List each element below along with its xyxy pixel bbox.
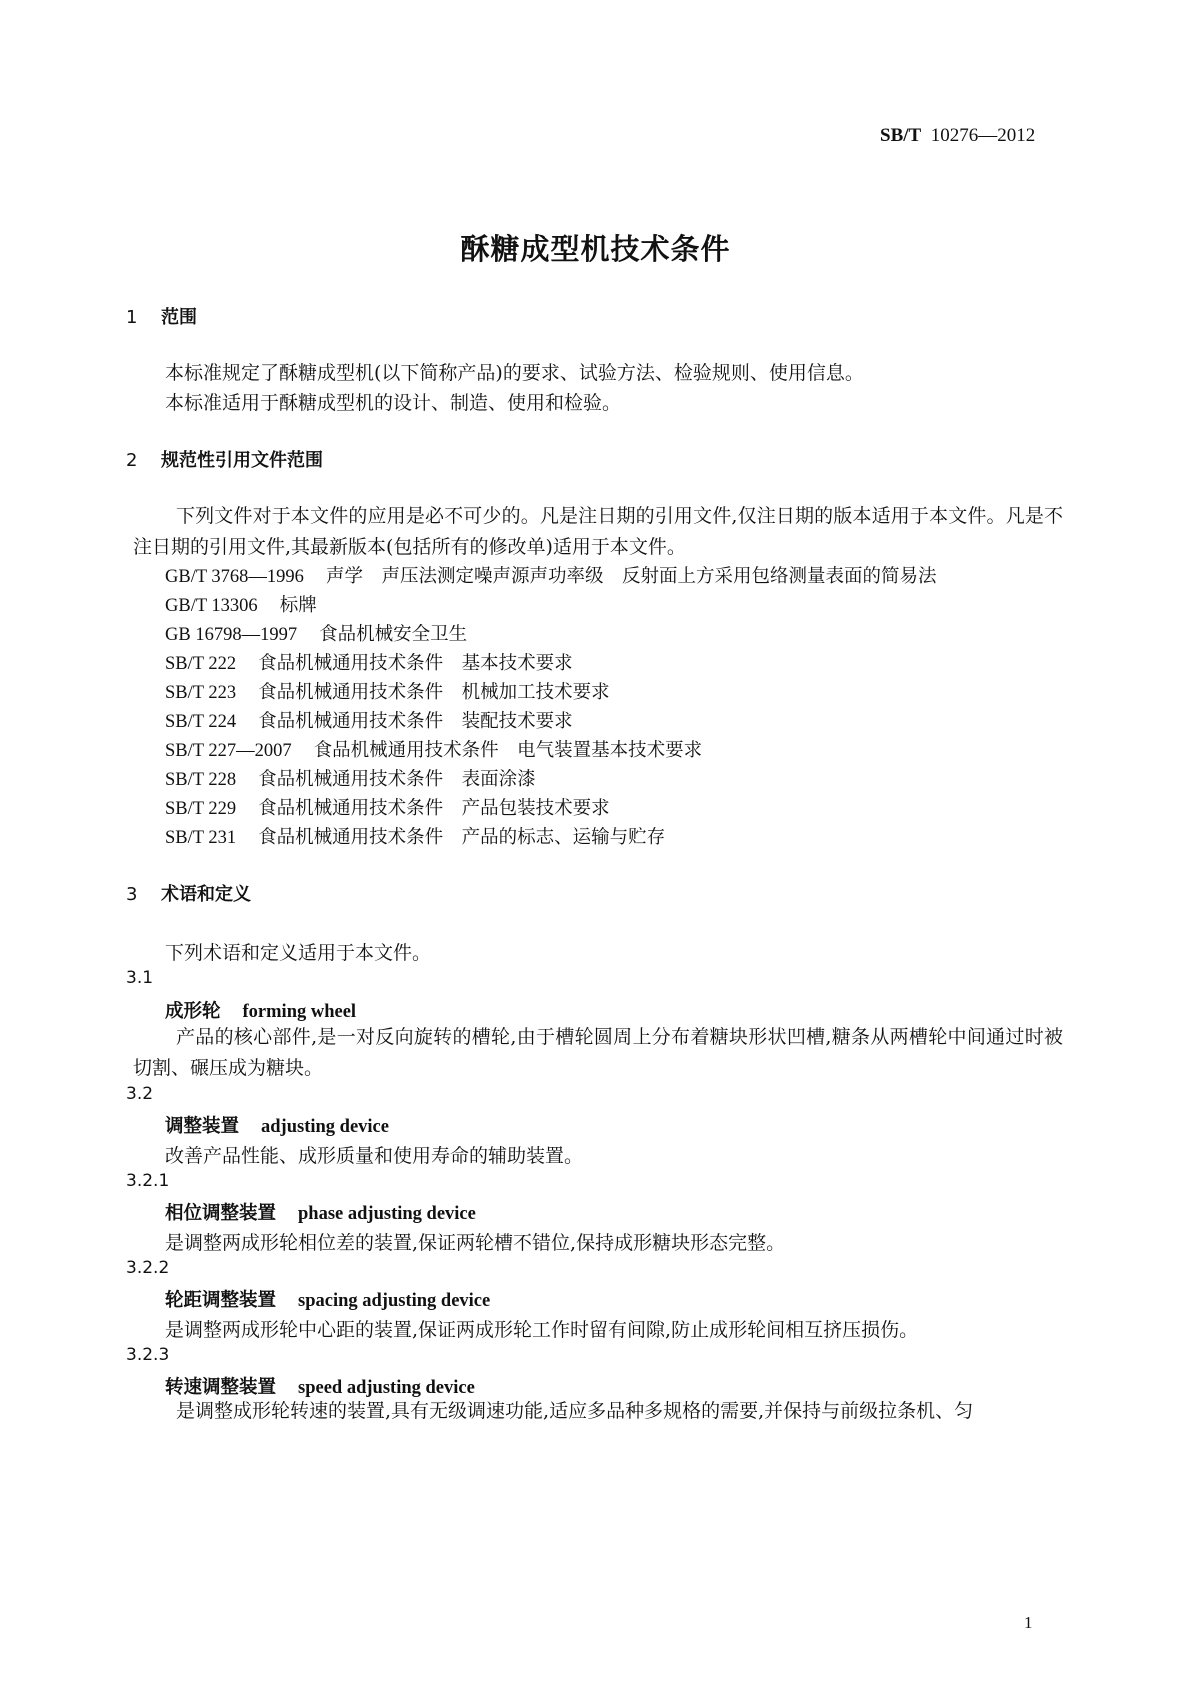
reference-code: SB/T 224 xyxy=(165,712,237,732)
clause-number: 3.2.1 xyxy=(126,1171,170,1191)
reference-code: GB/T 3768—1996 xyxy=(165,567,304,587)
term-en: speed adjusting device xyxy=(298,1378,475,1398)
reference-title: 食品机械通用技术条件 基本技术要求 xyxy=(258,653,573,674)
reference-item xyxy=(165,562,936,588)
reference-code: SB/T 231 xyxy=(165,828,237,848)
term-definition: 是调整成形轮转速的装置,具有无级调速功能,适应多品种多规格的需要,并保持与前级拉条机、匀 xyxy=(176,1400,974,1422)
reference-item xyxy=(165,736,702,762)
term-en: spacing adjusting device xyxy=(298,1291,491,1311)
reference-title: 食品机械通用技术条件 装配技术要求 xyxy=(258,711,573,732)
reference-title: 食品机械通用技术条件 产品包装技术要求 xyxy=(258,798,610,819)
reference-code: SB/T 227—2007 xyxy=(165,741,292,761)
reference-title: 食品机械通用技术条件 表面涂漆 xyxy=(258,769,536,790)
paragraph: 本标准规定了酥糖成型机(以下简称产品)的要求、试验方法、检验规则、使用信息。 xyxy=(165,362,864,384)
page-number: 1 xyxy=(1024,1613,1033,1632)
term-heading xyxy=(165,1199,476,1225)
term-zh: 调整装置 xyxy=(165,1116,240,1137)
term-zh: 相位调整装置 xyxy=(165,1203,277,1224)
reference-code: SB/T 222 xyxy=(165,654,237,674)
term-en: adjusting device xyxy=(261,1117,389,1137)
reference-title: 食品机械通用技术条件 电气装置基本技术要求 xyxy=(313,740,703,761)
reference-item xyxy=(165,823,665,849)
term-zh: 轮距调整装置 xyxy=(165,1290,277,1311)
reference-code: SB/T 228 xyxy=(165,770,237,790)
reference-title: 食品机械通用技术条件 产品的标志、运输与贮存 xyxy=(258,827,666,848)
clause-number: 3.2 xyxy=(126,1084,154,1104)
term-heading xyxy=(165,997,356,1023)
term-zh: 成形轮 xyxy=(165,1001,221,1022)
section-title: 术语和定义 xyxy=(161,884,251,905)
term-heading xyxy=(165,1112,389,1138)
reference-item xyxy=(165,678,610,704)
paragraph: 下列术语和定义适用于本文件。 xyxy=(165,942,432,964)
section-number: 2 xyxy=(126,450,138,471)
reference-code: SB/T 223 xyxy=(165,683,237,703)
term-definition: 改善产品性能、成形质量和使用寿命的辅助装置。 xyxy=(165,1145,584,1167)
standard-code xyxy=(880,125,1035,147)
section-number: 3 xyxy=(126,884,138,905)
reference-title: 声学 声压法测定噪声源声功率级 反射面上方采用包络测量表面的简易法 xyxy=(325,566,937,587)
reference-code: GB 16798—1997 xyxy=(165,625,298,645)
section-2-heading xyxy=(126,446,323,472)
reference-title: 标牌 xyxy=(279,595,317,616)
clause-number: 3.2.2 xyxy=(126,1258,170,1278)
paragraph: 下列文件对于本文件的应用是必不可少的。凡是注日期的引用文件,仅注日期的版本适用于本文件。凡是不注日期的引用文件,其最新版本(包括所有的修改单)适用于本文件。 xyxy=(133,505,1063,558)
term-en: forming wheel xyxy=(242,1002,357,1022)
term-definition: 产品的核心部件,是一对反向旋转的槽轮,由于槽轮圆周上分布着糖块形状凹槽,糖条从两槽轮中间通过时被切割、碾压成为糖块。 xyxy=(133,1026,1063,1079)
reference-item xyxy=(165,794,610,820)
term-zh: 转速调整装置 xyxy=(165,1377,277,1398)
section-3-heading xyxy=(126,880,251,906)
section-title: 范围 xyxy=(161,307,197,328)
standard-number: 10276—2012 xyxy=(930,125,1036,146)
reference-item xyxy=(165,765,536,791)
clause-number: 3.2.3 xyxy=(126,1345,170,1365)
reference-item xyxy=(165,591,317,617)
term-heading xyxy=(165,1286,490,1312)
section-title: 规范性引用文件范围 xyxy=(161,450,323,471)
reference-code: GB/T 13306 xyxy=(165,596,258,616)
reference-item xyxy=(165,707,573,733)
reference-title: 食品机械通用技术条件 机械加工技术要求 xyxy=(258,682,610,703)
term-definition: 是调整两成形轮相位差的装置,保证两轮槽不错位,保持成形糖块形态完整。 xyxy=(165,1232,786,1254)
section-number: 1 xyxy=(126,307,138,328)
term-en: phase adjusting device xyxy=(298,1204,476,1224)
reference-item xyxy=(165,649,573,675)
standard-prefix: SB/T xyxy=(880,125,922,146)
section-1-heading xyxy=(126,303,197,329)
reference-code: SB/T 229 xyxy=(165,799,237,819)
paragraph: 本标准适用于酥糖成型机的设计、制造、使用和检验。 xyxy=(165,392,622,414)
term-definition: 是调整两成形轮中心距的装置,保证两成形轮工作时留有间隙,防止成形轮间相互挤压损伤。 xyxy=(165,1319,919,1341)
document-title: 酥糖成型机技术条件 xyxy=(460,232,731,266)
reference-item xyxy=(165,620,467,646)
reference-title: 食品机械安全卫生 xyxy=(319,624,468,645)
clause-number: 3.1 xyxy=(126,968,154,988)
